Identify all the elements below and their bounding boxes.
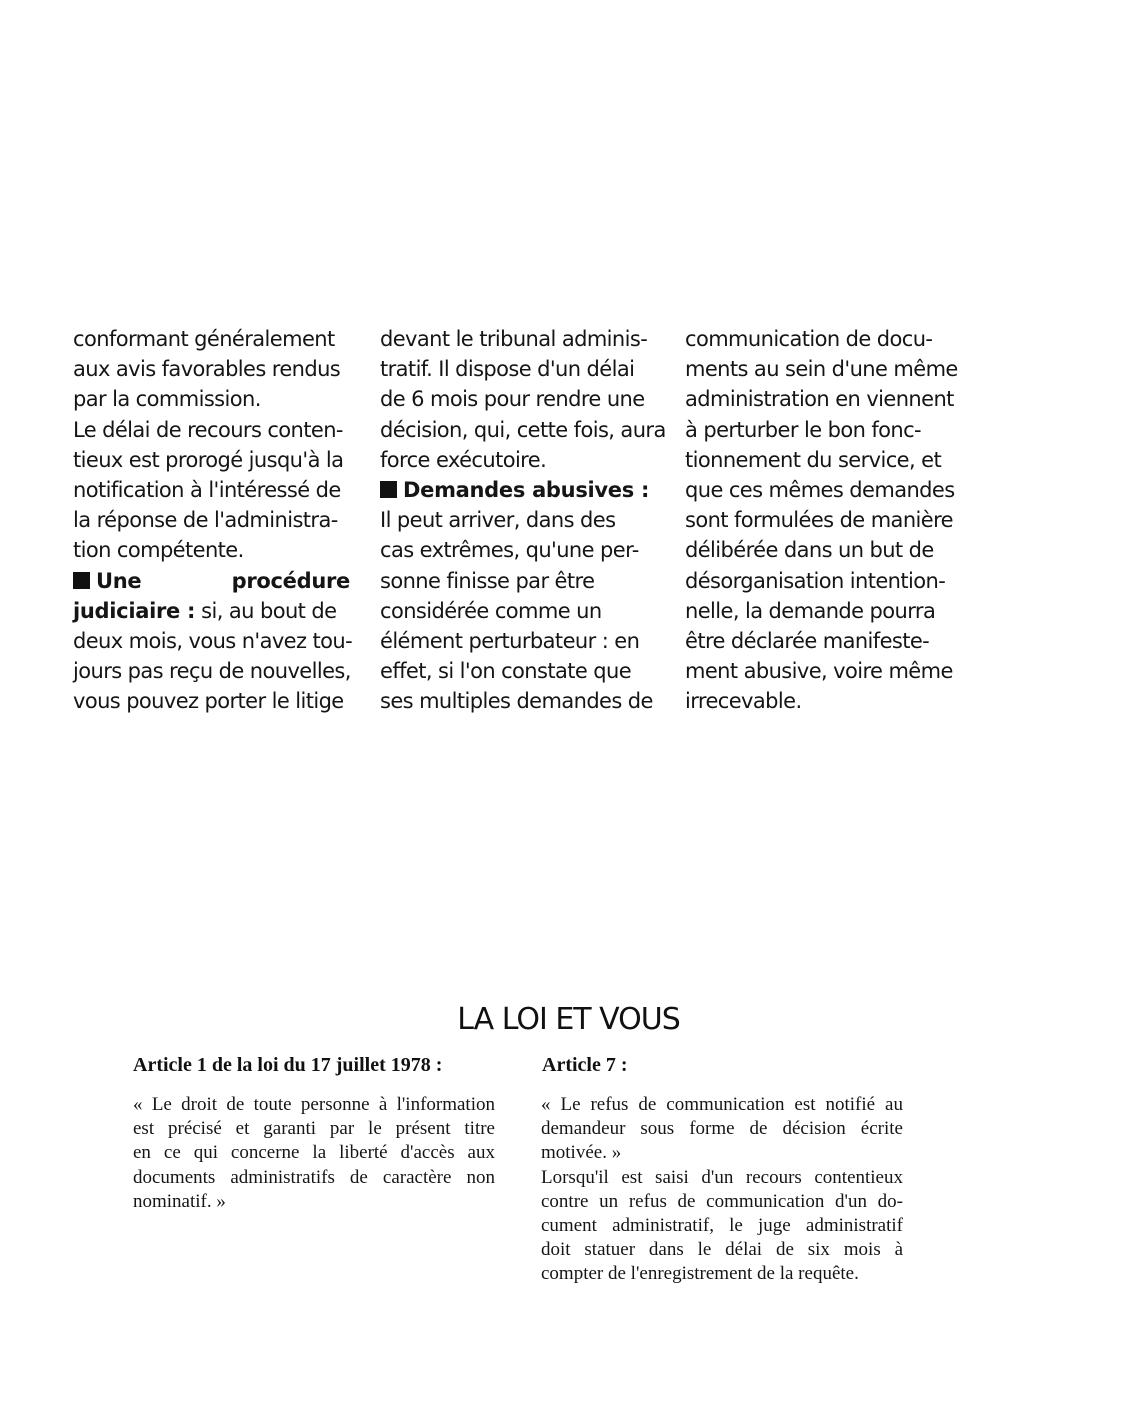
- text-line: par la commission.: [73, 387, 261, 412]
- text-line: décision, qui, cette fois, aura: [380, 417, 666, 442]
- text-line: conformant généralement: [73, 327, 335, 351]
- text-line: administration en viennent: [685, 387, 954, 412]
- quote-line: compter de l'enregistrement de la requête.: [541, 1263, 859, 1285]
- text-line: désorganisation intention-: [685, 568, 946, 593]
- heading-text: judiciaire :: [73, 598, 196, 623]
- article-7-heading: Article 7 :: [542, 1054, 628, 1076]
- text-line: ment abusive, voire même: [685, 659, 953, 684]
- text-line: notification à l'intéressé de: [73, 478, 341, 503]
- text-line: tieux est prorogé jusqu'à la: [73, 447, 344, 472]
- quote-line: Lorsqu'il est saisi d'un recours contentieux: [541, 1166, 903, 1188]
- text-line: sonne finisse par être: [380, 568, 595, 593]
- quote-line: documents administratifs de caractère non: [133, 1166, 495, 1188]
- article-1-heading: Article 1 de la loi du 17 juillet 1978 :: [133, 1054, 443, 1076]
- square-bullet-icon: [380, 481, 397, 498]
- text-line: que ces mêmes demandes: [685, 478, 955, 503]
- heading-text: Une procédure: [96, 568, 350, 593]
- text-line: délibérée dans un but de: [685, 538, 934, 563]
- heading-text: Demandes abusives :: [403, 478, 650, 503]
- text-line: devant le tribunal adminis-: [380, 327, 648, 351]
- text-line: considérée comme un: [380, 598, 602, 623]
- quote-line: « Le droit de toute personne à l'information: [133, 1094, 495, 1115]
- text-line: tion compétente.: [73, 538, 244, 563]
- article-column-3: [685, 324, 963, 717]
- text-line: la réponse de l'administra-: [73, 508, 338, 533]
- text-line: ments au sein d'une même: [685, 357, 958, 382]
- article-column-2: [380, 324, 666, 717]
- article-column-1: [73, 324, 353, 717]
- text-line: à perturber le bon fonc-: [685, 417, 922, 442]
- text-line: communication de docu-: [685, 327, 933, 351]
- section-heading-continuation: [73, 596, 350, 626]
- text-line: élément perturbateur : en: [380, 629, 640, 654]
- text-line: cas extrêmes, qu'une per-: [380, 538, 639, 563]
- quote-line: demandeur sous forme de décision écrite: [541, 1118, 903, 1140]
- quote-line: en ce qui concerne la liberté d'accès aux: [133, 1142, 495, 1164]
- text-line: irrecevable.: [685, 689, 802, 714]
- section-heading-demandes-abusives: [380, 475, 655, 505]
- text-line: tionnement du service, et: [685, 447, 942, 472]
- text-line: de 6 mois pour rendre une: [380, 387, 645, 412]
- section-heading-procedure: [73, 566, 350, 596]
- text-line: être déclarée manifeste-: [685, 629, 930, 654]
- text-line: ses multiples demandes de: [380, 689, 653, 714]
- quote-line: cument administratif, le juge administratif: [541, 1215, 903, 1237]
- text-line: nelle, la demande pourra: [685, 598, 936, 623]
- law-section-title: LA LOI ET VOUS: [457, 1002, 680, 1037]
- text-line: Il peut arriver, dans des: [380, 508, 616, 533]
- text-line: effet, si l'on constate que: [380, 659, 632, 684]
- text-line: deux mois, vous n'avez tou-: [73, 629, 353, 654]
- text-line: jours pas reçu de nouvelles,: [73, 659, 351, 684]
- square-bullet-icon: [73, 572, 90, 589]
- quote-line: contre un refus de communication d'un do-: [541, 1190, 903, 1212]
- text-line: Le délai de recours conten-: [73, 417, 343, 442]
- quote-line: nominatif. »: [133, 1190, 226, 1212]
- text-line: vous pouvez porter le litige: [73, 689, 344, 714]
- text-line: force exécutoire.: [380, 447, 547, 472]
- article-7-quote: [541, 1093, 903, 1287]
- quote-line: motivée. »: [541, 1142, 622, 1164]
- text-line: aux avis favorables rendus: [73, 357, 341, 382]
- text-line: tratif. Il dispose d'un délai: [380, 357, 635, 382]
- quote-line: doit statuer dans le délai de six mois à: [541, 1239, 903, 1261]
- text-line: sont formulées de manière: [685, 508, 953, 533]
- quote-line: est précisé et garanti par le présent titre: [133, 1118, 495, 1140]
- quote-line: « Le refus de communication est notifié au: [541, 1094, 903, 1115]
- text-fragment: si, au bout de: [195, 598, 337, 623]
- article-1-quote: [133, 1093, 495, 1214]
